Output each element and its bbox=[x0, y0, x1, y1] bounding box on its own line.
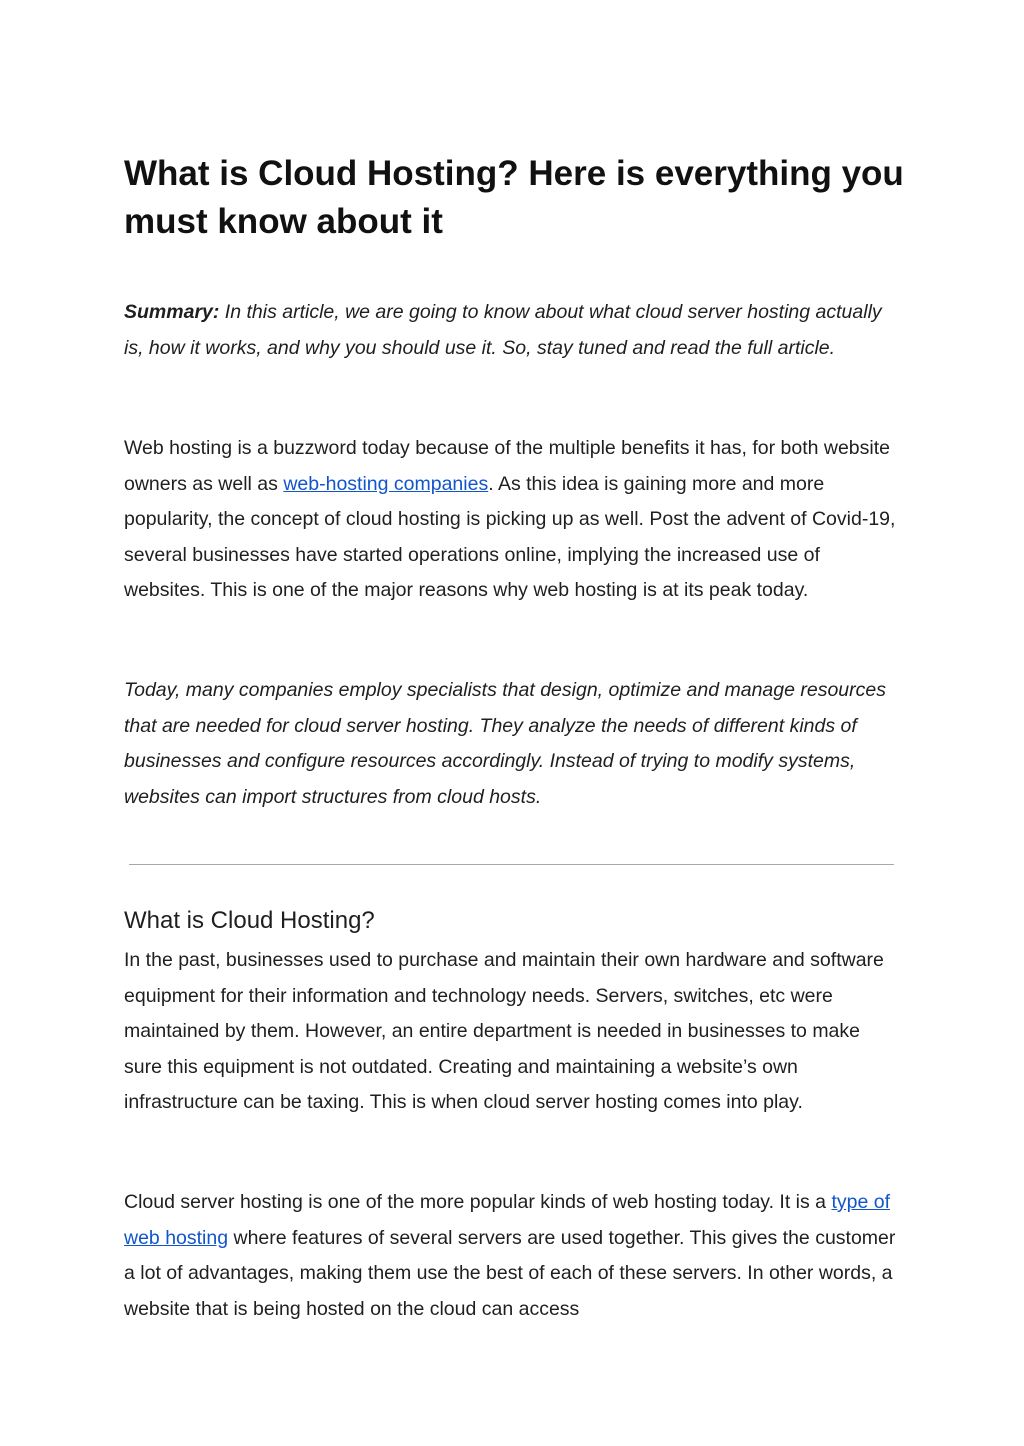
intro-paragraph bbox=[124, 431, 902, 609]
specialists-paragraph: Today, many companies employ specialists that design, optimize and manage resources that are needed for cloud server hosting. They analyze the needs of different kinds of businesses and configure resources accordingly. Instead of trying to modify systems, websites can import structures from cloud hosts. bbox=[124, 679, 886, 808]
cloud-text-before: Cloud server hosting is one of the more popular kinds of web hosting today. It is a bbox=[124, 1191, 832, 1213]
section-heading: What is Cloud Hosting? bbox=[124, 907, 375, 934]
type-of-web-hosting-link[interactable]: type of web hosting bbox=[124, 1191, 890, 1249]
summary-paragraph bbox=[124, 295, 894, 366]
summary-label: Summary: bbox=[124, 301, 220, 323]
section-divider bbox=[129, 864, 894, 865]
article-title: What is Cloud Hosting? Here is everything you must know about it bbox=[124, 154, 904, 241]
intro-text-before: Web hosting is a buzzword today because of the multiple benefits it has, for both website owners as well as bbox=[124, 437, 890, 495]
cloud-hosting-paragraph bbox=[124, 1185, 899, 1327]
cloud-text-after: where features of several servers are used together. This gives the customer a lot of advantages, making them use the best of each of these servers. In other words, a website that is being hosted on the cloud can access bbox=[124, 1226, 896, 1320]
web-hosting-companies-link[interactable]: web-hosting companies bbox=[283, 472, 489, 495]
past-paragraph: In the past, businesses used to purchase and maintain their own hardware and software equipment for their information and technology needs. Servers, switches, etc were maintained by them. However, an entire department is needed in businesses to make sure this equipment is not outdated. Creating and maintaining a website’s own infrastructure can be taxing. This is when cloud server hosting comes into play. bbox=[124, 949, 884, 1113]
intro-text-after: . As this idea is gaining more and more popularity, the concept of cloud hosting is picking up as well. Post the advent of Covid-19, several businesses have started operations online, implying the increased use of websites. This is one of the major reasons why web hosting is at its peak today. bbox=[124, 472, 896, 601]
summary-text: In this article, we are going to know about what cloud server hosting actually is, how it works, and why you should use it. So, stay tuned and read the full article. bbox=[124, 301, 882, 359]
